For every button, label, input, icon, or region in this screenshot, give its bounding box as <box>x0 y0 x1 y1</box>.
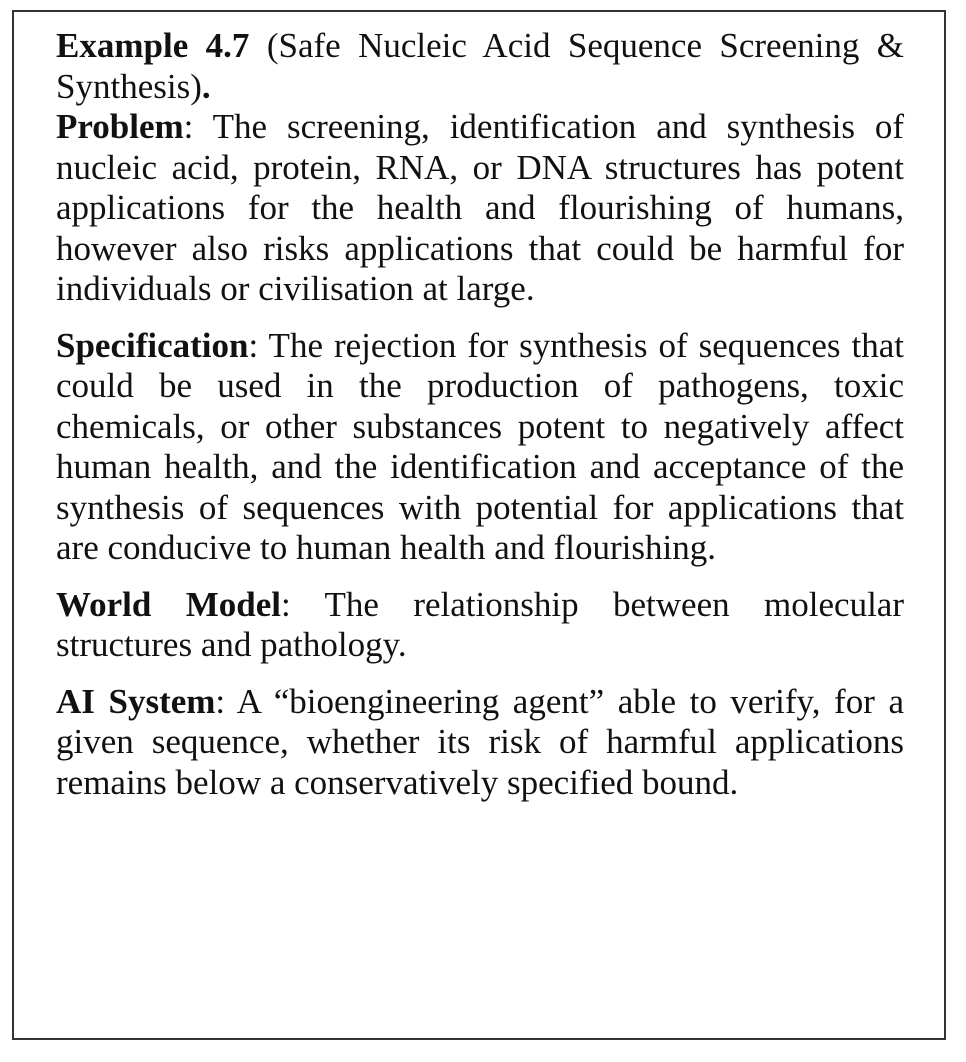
world-model-section <box>56 585 904 666</box>
section-text: : The relationship between molecular structures and pathology. <box>56 584 904 664</box>
specification-section <box>56 326 904 569</box>
problem-section <box>56 107 904 310</box>
section-text: : The screening, identification and synthesis of nucleic acid, protein, RNA, or DNA structures has potent applications for the health and flourishing of humans, however also risks applications that could be harmful for individuals or civilisation at large. <box>56 107 904 308</box>
ai-system-section <box>56 682 904 804</box>
example-heading <box>56 26 904 107</box>
example-label: Example 4.7 <box>56 26 250 65</box>
section-label: Specification <box>56 325 249 365</box>
section-text: : The rejection for synthesis of sequences that could be used in the production of pathogens, toxic chemicals, or other substances potent to negatively affect human health, and the identification and acceptance of the synthesis of sequences with potential for applications that are conducive to human health and flourishing. <box>56 325 904 567</box>
section-label: AI System <box>56 681 216 721</box>
example-box <box>12 10 946 1040</box>
example-end: . <box>201 66 211 106</box>
section-label: Problem <box>56 107 184 146</box>
section-text: : A “bioengineering agent” able to verify, for a given sequence, whether its risk of harmful applications remains below a conservatively specified bound. <box>56 681 904 802</box>
section-label: World Model <box>56 584 281 624</box>
example-title: (Safe Nucleic Acid Sequence Screening & Synthesis) <box>56 26 904 106</box>
